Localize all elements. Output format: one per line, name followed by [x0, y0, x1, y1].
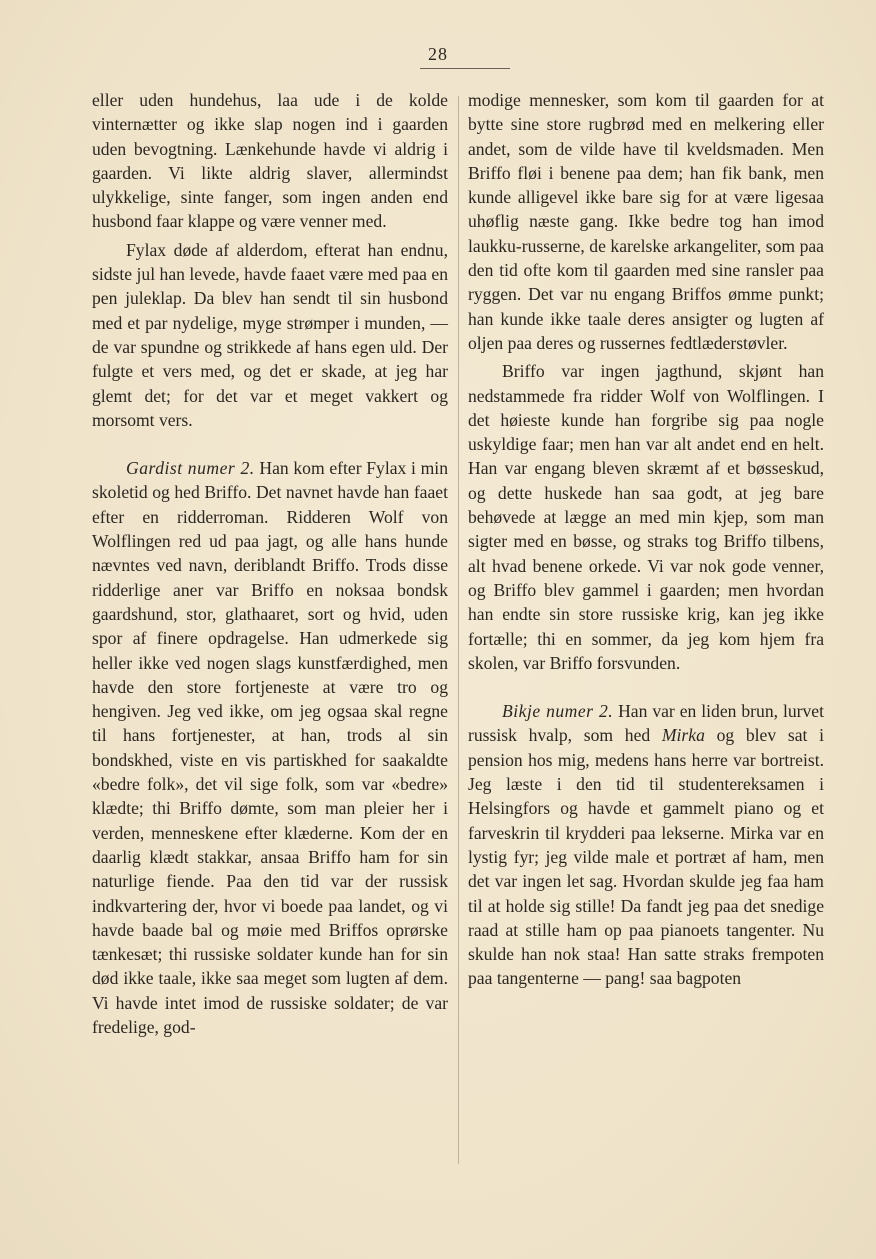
- page-number: 28: [428, 44, 448, 64]
- header-rule: [420, 68, 510, 69]
- section-lead-bikje: Bikje numer 2.: [502, 701, 614, 722]
- right-column: [468, 88, 824, 991]
- paragraph-gardist-2: [92, 456, 448, 1039]
- paragraph-bikje-2-text-a: Han var en liden brun, lurvet russisk hvalp, som hed: [468, 701, 824, 746]
- paragraph-briffo-hunting: Briffo var ingen jagthund, skjønt han nedstammede fra ridder Wolf von Wolflingen. I det høieste kunde han forgribe sig paa nogle uskyldige faar; men han var alt andet end en helt. Han var engang bleven skræmt af et bøsseskud, og dette huskede han saa godt, at jeg bare behøvede at lægge an med min kjep, som man sigter med en bøsse, og straks tog Briffo tilbens, alt hvad benene orkede. Vi var nok gode venner, og Briffo blev gammel i gaarden; men hvordan han endte sin store russiske krig, kan jeg ikke fortælle; thi en sommer, da jeg kom hjem fra skolen, var Briffo forsvunden.: [468, 361, 824, 673]
- dog-name-mirka: Mirka: [661, 725, 705, 746]
- paragraph-bikje-2-text-b: og blev sat i pension hos mig, medens hans herre var bortreist. Jeg læste i den tid til studentereksamen i Helsingfors og havde et gammelt piano og et farveskrin til krydderi paa lekserne. Mirka var en lystig fyr; jeg vilde male et portræt af ham, men det var ingen let sag. Hvordan skulde jeg faa ham til at holde sig stille! Da fandt jeg paa det snedige raad at stille ham op paa pianoets tangenter. Nu skulde han nok staa! Han satte straks frempoten paa tangenterne — pang! saa bagpoten: [468, 725, 824, 989]
- paragraph-fylax-death: Fylax døde af alderdom, efterat han endnu, sidste jul han levede, havde faaet være med paa en pen juleklap. Da blev han sendt til sin husbond med et par nydelige, myge strømper i munden, — de var spundne og strikkede af hans egen uld. Der fulgte et vers med, og det er skade, at jeg har glemt det; for det var et meget vakkert og morsomt vers.: [92, 239, 448, 430]
- section-lead-gardist: Gardist numer 2.: [126, 458, 255, 479]
- column-divider: [458, 96, 459, 1164]
- paragraph-russians: modige mennesker, som kom til gaarden for at bytte sine store rugbrød med en melkering eller andet, som de vilde have til kveldsmaden. Men Briffo fløi i benene paa dem; han fik bank, men kunde alligevel ikke bare sig for at være ligesaa uhøflig næste gang. Ikke bedre tog han imod laukku-russerne, de karelske arkangeliter, som paa den tid ofte kom til gaarden med sine ransler paa ryggen. Det var nu engang Briffos ømme punkt; han kunde ikke taale deres ansigter og lugten af oljen paa deres og russernes fedtlæderstøvler.: [468, 90, 824, 353]
- paragraph-bikje-2: [468, 699, 824, 991]
- paragraph-fylax-end: eller uden hundehus, laa ude i de kolde vinternætter og ikke slap nogen ind i gaarden uden bevogtning. Lænkehunde havde vi aldrig i gaarden. Vi likte aldrig slaver, allermindst ulykkelige, sinte fanger, som ingen anden end husbond faar klappe og være venner med.: [92, 90, 448, 232]
- left-column: [92, 88, 448, 1039]
- paragraph-gardist-2-text: Han kom efter Fylax i min skoletid og hed Briffo. Det navnet havde han faaet efter en ridderroman. Ridderen Wolf von Wolflingen red ud paa jagt, og alle hans hunde nævntes ved navn, deriblandt Briffo. Trods disse ridderlige aner var Briffo en noksaa bondsk gaardshund, stor, glathaaret, sort og hvid, uden spor af finere opdragelse. Han udmerkede sig heller ikke ved nogen slags kunstfærdighed, men havde den store fortjeneste at være tro og hengiven. Jeg ved ikke, om jeg ogsaa skal regne til hans fortjenester, at han, trods al sin bondskhed, viste en vis partiskhed for saakaldte «bedre folk», det vil sige folk, som var «bedre» klædte; thi Briffo dømte, som man pleier her i verden, menneskene efter klæderne. Kom der en daarlig klædt stakkar, ansaa Briffo ham for sin naturlige fiende. Paa den tid var der russisk indkvartering der, hvor vi boede paa landet, og vi havde baade bal og møie med Briffos oprørske tænkesæt; thi russiske soldater kunde han for sin død ikke taale, ikke saa meget som lugten af dem. Vi havde intet imod de russiske soldater; de var fredelige, god-: [92, 458, 448, 1037]
